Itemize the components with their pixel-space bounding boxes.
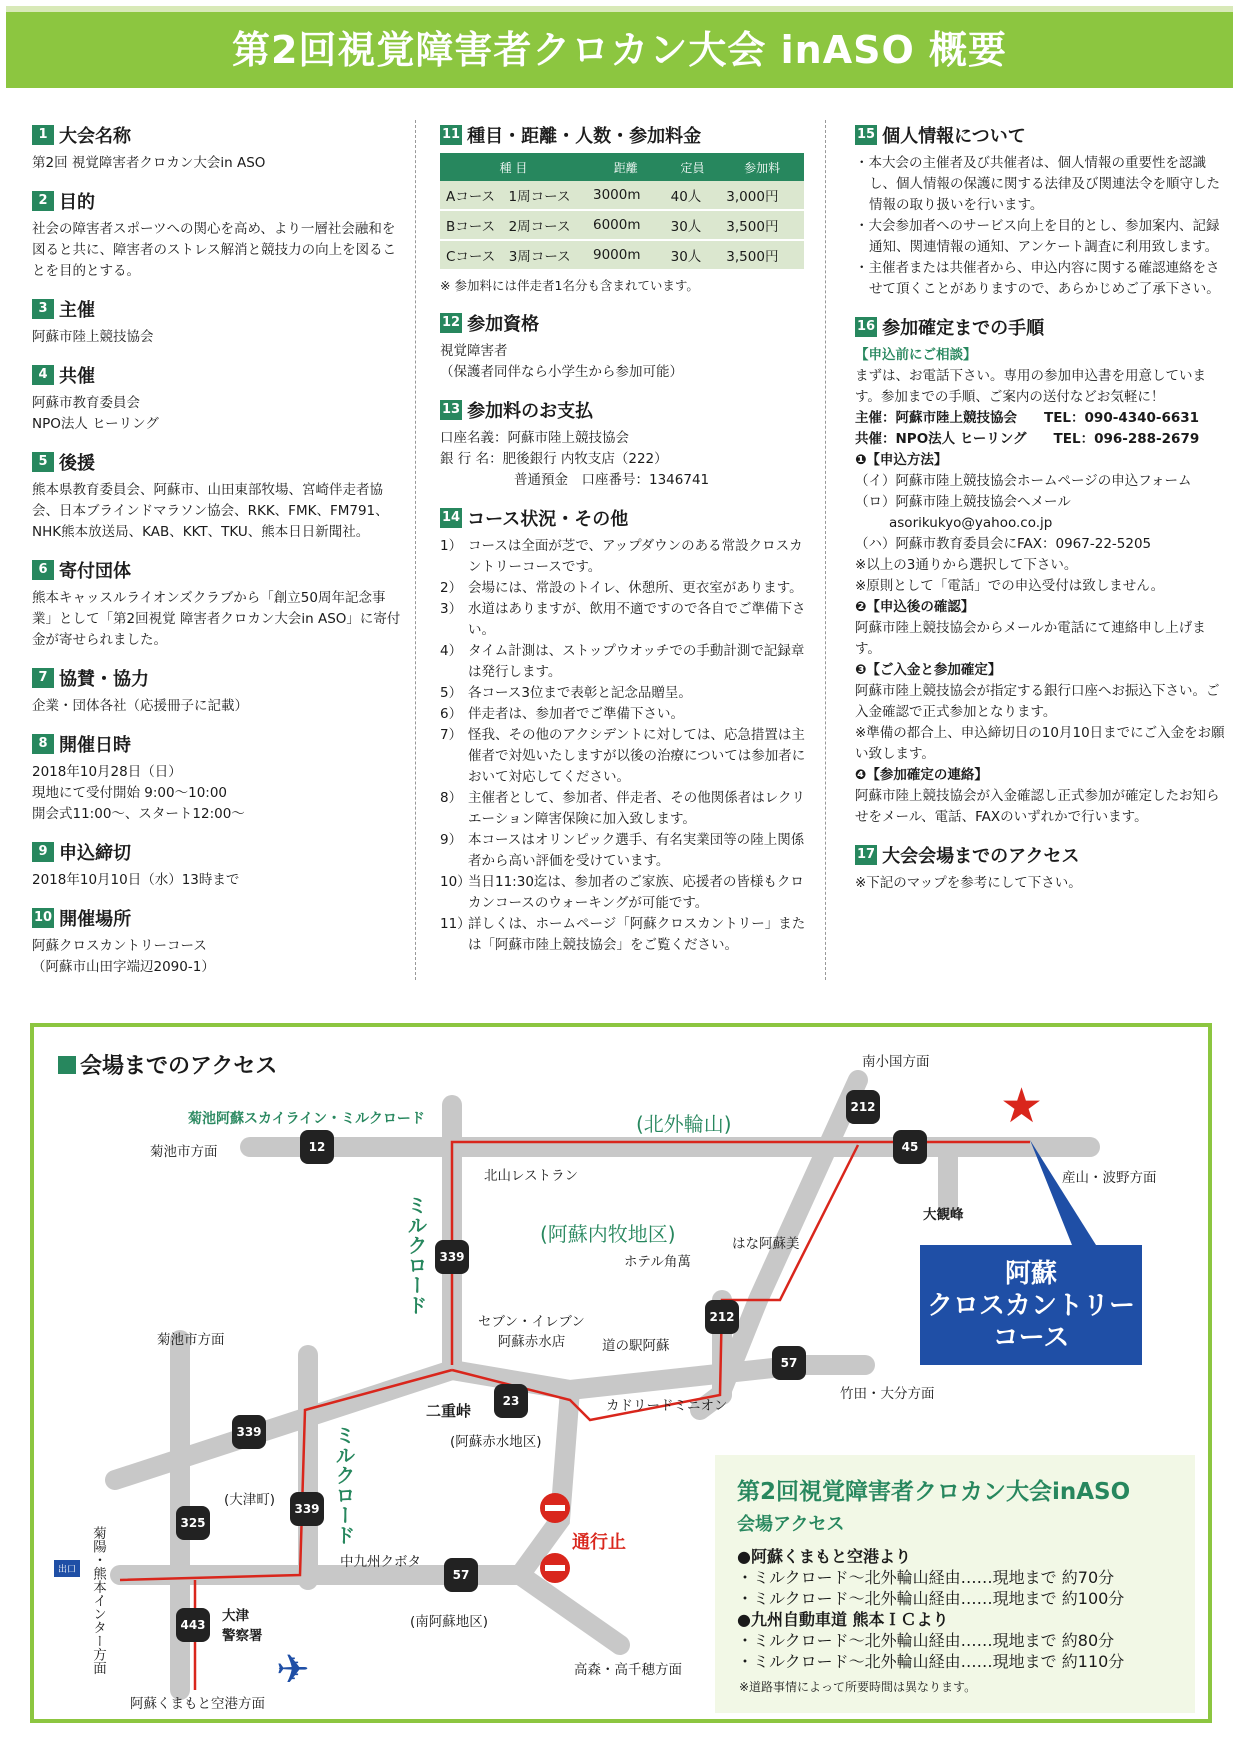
table-cell: 3000m xyxy=(587,181,665,210)
list-item: 11） 詳しくは、ホームページ「阿蘇クロスカントリー」または「阿蘇市陸上競技協会」をご覧ください。 xyxy=(440,916,806,953)
section-heading: 個人情報について xyxy=(882,126,1026,147)
list-item: 4） タイム計測は、ストップウオッチでの手動計測で記録章は発行します。 xyxy=(440,643,805,680)
section-number: 17 xyxy=(855,845,877,865)
section-heading: 後援 xyxy=(59,453,95,474)
table-header: 参加料 xyxy=(720,153,804,181)
page-title: 第2回視覚障害者クロカン大会 inASO 概要 xyxy=(231,28,1008,72)
list-item: 3） 水道はありますが、飲用不適ですので各自でご準備下さい。 xyxy=(440,601,806,638)
table-cell: 40人 xyxy=(665,181,721,210)
place-label: 北山レストラン xyxy=(484,1168,579,1184)
section-heading: 寄付団体 xyxy=(59,561,131,582)
step-heading: ❶【申込方法】 xyxy=(855,452,948,468)
paragraph: 阿蘇市陸上競技協会からメールか電話にて連絡申し上げます。 xyxy=(855,620,1206,657)
email-address: asorikukyo@yahoo.co.jp xyxy=(889,515,1053,531)
section-number: 2 xyxy=(32,191,54,211)
section-heading: 種目・距離・人数・参加料金 xyxy=(467,126,702,147)
method-note: ※以上の3通りから選択して下さい。 xyxy=(855,557,1078,573)
road-marker: 325 xyxy=(176,1506,210,1540)
fee-note: ※ 参加料には伴走者1名分も含まれています。 xyxy=(440,278,699,293)
section-number: 7 xyxy=(32,668,54,688)
section-heading: 参加資格 xyxy=(467,314,540,335)
method-line: （イ）阿蘇市陸上競技協会ホームページの申込フォーム xyxy=(855,473,1192,489)
section-heading: 開催場所 xyxy=(59,909,132,930)
access-note: ※道路事情によって所要時間は異なります。 xyxy=(739,1680,977,1694)
section-body: 企業・団体各社（応援冊子に記載） xyxy=(32,698,248,714)
place-label: 菊池市方面 xyxy=(157,1332,225,1348)
access-route: ・ミルクロード〜北外輪山経由……現地まで 約70分 xyxy=(737,1568,1115,1587)
section-line: 阿蘇クロスカントリーコース xyxy=(32,938,207,954)
no-entry-icon xyxy=(540,1493,570,1523)
section-number: 14 xyxy=(440,508,462,528)
place-label: (阿蘇赤水地区) xyxy=(450,1434,542,1450)
section-line: NPO法人 ヒーリング xyxy=(32,416,159,432)
hokugai-label: (北外輪山) xyxy=(636,1112,732,1136)
place-label: 南小国方面 xyxy=(862,1054,930,1070)
section-body: 社会の障害者スポーツへの関心を高め、より一層社会融和を図ると共に、障害者のストレス解消と競技力の向上を図ることを目的とする。 xyxy=(32,221,397,279)
place-label: 大津 警察署 xyxy=(222,1608,263,1644)
road-marker: 339 xyxy=(290,1492,324,1526)
place-label: (南阿蘇地区) xyxy=(410,1614,489,1630)
section-heading: 大会会場までのアクセス xyxy=(882,846,1080,867)
list-item: 10） 当日11:30迄は、参加者のご家族、応援者の皆様もクロカンコースのウォーキングが可能です。 xyxy=(440,874,804,911)
access-info xyxy=(715,1455,1195,1713)
section-line: 現地にて受付開始 9:00〜10:00 xyxy=(32,785,228,801)
section-heading: 参加料のお支払 xyxy=(467,401,594,422)
section-number: 11 xyxy=(440,125,462,145)
place-label: 菊陽・熊本インター方面 xyxy=(90,1526,106,1675)
method-note: ※原則として「電話」での申込受付は致しません。 xyxy=(855,578,1165,594)
venue-box: 阿蘇 クロスカントリー コース xyxy=(920,1245,1142,1365)
phone-line: 共催：NPO法人 ヒーリング TEL：096-288-2679 xyxy=(855,431,1200,447)
map-title: 会場までのアクセス xyxy=(58,1049,277,1080)
step-heading: ❷【申込後の確認】 xyxy=(855,599,975,615)
list-item: 9） 本コースはオリンピック選手、有名実業団等の陸上関係者から高い評価を受けています。 xyxy=(440,832,805,869)
road-marker: 57 xyxy=(772,1346,806,1380)
section-line: 銀 行 名：肥後銀行 内牧支店（222） xyxy=(440,451,668,467)
access-route: ・ミルクロード〜北外輪山経由……現地まで 約110分 xyxy=(737,1652,1125,1671)
section-heading: 主催 xyxy=(59,300,95,321)
skyline-label: 菊池阿蘇スカイライン・ミルクロード xyxy=(188,1111,425,1127)
section-line: 2018年10月28日（日） xyxy=(32,764,182,780)
place-label: 菊池市方面 xyxy=(150,1144,218,1160)
access-route: ・ミルクロード〜北外輪山経由……現地まで 約80分 xyxy=(737,1631,1115,1650)
phone-line: 主催：阿蘇市陸上競技協会 TEL：090-4340-6631 xyxy=(855,410,1200,426)
subheading: 【申込前にご相談】 xyxy=(855,347,977,363)
place-label: ホテル角萬 xyxy=(624,1254,691,1270)
section-body: 阿蘇市陸上競技協会 xyxy=(32,329,154,345)
road-marker: 45 xyxy=(893,1130,927,1164)
access-title: 第2回視覚障害者クロカン大会inASO xyxy=(737,1479,1131,1505)
table-cell: 6000m xyxy=(587,210,665,240)
place-label: セブン・イレブン 阿蘇赤水店 xyxy=(478,1314,585,1350)
road-marker: 12 xyxy=(300,1130,334,1164)
paragraph: 阿蘇市陸上競技協会が入金確認し正式参加が確定したお知らせをメール、電話、FAXのいずれかで行います。 xyxy=(855,788,1220,825)
step-heading: ❸【ご入金と参加確定】 xyxy=(855,662,1002,678)
section-line: （保護者同伴なら小学生から参加可能） xyxy=(440,364,683,380)
section-number: 8 xyxy=(32,734,54,754)
section-body: 熊本県教育委員会、阿蘇市、山田東部牧場、宮崎伴走者協会、日本ブラインドマラソン協会、RKK、FMK、FM791、NHK熊本放送局、KAB、KKT、TKU、熊本日日新聞社。 xyxy=(32,482,389,540)
section-number: 12 xyxy=(440,313,462,333)
section-number: 5 xyxy=(32,452,54,472)
place-label: 阿蘇くまもと空港方面 xyxy=(130,1696,265,1712)
airport-icon: ✈ xyxy=(276,1647,310,1693)
table-cell: 30人 xyxy=(665,210,721,240)
table-header: 距離 xyxy=(587,153,665,181)
list-item: ・大会参加者へのサービス向上を目的とし、参加案内、記録通知、関連情報の通知、アンケート調査に利用致します。 xyxy=(855,218,1220,255)
table-cell: 3,000円 xyxy=(720,181,804,210)
place-label: 中九州クボタ xyxy=(340,1554,421,1570)
venue-pointer xyxy=(1030,1140,1110,1250)
section-heading: コース状況・その他 xyxy=(467,509,629,530)
place-label: (大津町) xyxy=(224,1492,276,1508)
list-item: 6） 伴走者は、参加者でご準備下さい。 xyxy=(440,706,684,722)
table-header: 定員 xyxy=(665,153,721,181)
closed-label: 通行止 xyxy=(572,1532,626,1553)
place-label: カドリードミニオン xyxy=(606,1398,728,1414)
uchinomaki-label: (阿蘇内牧地区) xyxy=(540,1222,676,1246)
section-number: 15 xyxy=(855,125,877,145)
table-cell: Bコース 2周コース xyxy=(440,210,587,240)
section-body: 第2回 視覚障害者クロカン大会in ASO xyxy=(32,155,266,171)
place-label: はな阿蘇美 xyxy=(732,1236,800,1252)
section-number: 6 xyxy=(32,560,54,580)
section-number: 3 xyxy=(32,299,54,319)
road-marker: 339 xyxy=(232,1415,266,1449)
section-number: 10 xyxy=(32,908,54,928)
place-label: 高森・高千穂方面 xyxy=(574,1662,682,1678)
section-body: ※下記のマップを参考にして下さい。 xyxy=(855,875,1082,891)
section-line: （阿蘇市山田字端辺2090-1） xyxy=(32,959,215,975)
place-label: 竹田・大分方面 xyxy=(840,1386,935,1402)
section-line: 普通預金 口座番号：1346741 xyxy=(514,472,710,488)
section-heading: 開催日時 xyxy=(59,735,131,756)
section-line: 口座名義：阿蘇市陸上競技協会 xyxy=(440,430,629,446)
milkroad-label: ミルクロード xyxy=(332,1425,356,1545)
section-line: 阿蘇市教育委員会 xyxy=(32,395,140,411)
section-number: 16 xyxy=(855,317,877,337)
list-item: 8） 主催者として、参加者、伴走者、その他関係者はレクリエーション障害保険に加入致します。 xyxy=(440,790,805,827)
place-label: 二重峠 xyxy=(426,1402,472,1420)
section-number: 4 xyxy=(32,365,54,385)
section-heading: 申込締切 xyxy=(59,843,131,864)
road-marker: 57 xyxy=(444,1558,478,1592)
exit-sign: 出口 xyxy=(54,1560,80,1577)
section-heading: 共催 xyxy=(59,366,95,387)
table-cell: Aコース 1周コース xyxy=(440,181,587,210)
access-heading: ●九州自動車道 熊本ＩＣより xyxy=(737,1610,949,1629)
table-header: 種 目 xyxy=(440,153,587,181)
place-label: 産山・波野方面 xyxy=(1062,1170,1157,1186)
road-marker: 23 xyxy=(494,1384,528,1418)
list-item: 5） 各コース3位まで表彰と記念品贈呈。 xyxy=(440,685,692,701)
section-line: 開会式11:00〜、スタート12:00〜 xyxy=(32,806,245,822)
table-cell: 3,500円 xyxy=(720,210,804,240)
paragraph: 阿蘇市陸上競技協会が指定する銀行口座へお振込下さい。ご入金確認で正式参加となります。 xyxy=(855,683,1220,720)
milkroad-label: ミルクロード xyxy=(404,1195,428,1315)
list-item: ・本大会の主催者及び共催者は、個人情報の重要性を認識し、個人情報の保護に関する法律及び関連法令を順守した情報の取り扱いを行います。 xyxy=(855,155,1220,213)
list-item: 2） 会場には、常設のトイレ、休憩所、更衣室があります。 xyxy=(440,580,803,596)
access-heading: ●阿蘇くまもと空港より xyxy=(737,1547,911,1566)
section-heading: 協賛・協力 xyxy=(59,669,149,690)
table-cell: 3,500円 xyxy=(720,240,804,270)
section-line: 視覚障害者 xyxy=(440,343,508,359)
list-item: ・主催者または共催者から、申込内容に関する確認連絡をさせて頂くことがありますので、あらかじめご了承下さい。 xyxy=(855,260,1220,297)
list-item: 1） コースは全面が芝で、アップダウンのある常設クロスカントリーコースです。 xyxy=(440,538,803,575)
method-line: （ロ）阿蘇市陸上競技協会へメール xyxy=(855,494,1071,510)
section-number: 9 xyxy=(32,842,54,862)
road-marker: 212 xyxy=(846,1090,880,1124)
section-number: 1 xyxy=(32,125,54,145)
table-cell: 9000m xyxy=(587,240,665,270)
section-heading: 大会名称 xyxy=(59,126,131,147)
place-label: 道の駅阿蘇 xyxy=(602,1338,670,1354)
paragraph: ※準備の都合上、申込締切日の10月10日までにご入金をお願い致します。 xyxy=(855,725,1225,762)
method-line: （ハ）阿蘇市教育委員会にFAX：0967-22-5205 xyxy=(855,536,1152,552)
table-cell: Cコース 3周コース xyxy=(440,240,587,270)
no-entry-icon xyxy=(540,1553,570,1583)
place-label: 大観峰 xyxy=(923,1207,964,1223)
section-body: 2018年10月10日（水）13時まで xyxy=(32,872,240,888)
list-item: 7） 怪我、その他のアクシデントに対しては、応急措置は主催者で対処いたしますが以後の治療については参加者において対応してください。 xyxy=(440,727,806,785)
access-subtitle: 会場アクセス xyxy=(737,1514,845,1535)
access-route: ・ミルクロード〜北外輪山経由……現地まで 約100分 xyxy=(737,1589,1125,1608)
road-marker: 339 xyxy=(435,1240,469,1274)
star-icon: ★ xyxy=(1000,1078,1044,1134)
section-body: 熊本キャッスルライオンズクラブから「創立50周年記念事業」として「第2回視覚 障害者クロカン大会in ASO」に寄付金が寄せられました。 xyxy=(32,590,401,648)
step-heading: ❹【参加確定の連絡】 xyxy=(855,767,988,783)
section-number: 13 xyxy=(440,400,462,420)
section-heading: 目的 xyxy=(59,192,95,213)
road-marker: 443 xyxy=(176,1608,210,1642)
section-heading: 参加確定までの手順 xyxy=(882,318,1045,339)
paragraph: まずは、お電話下さい。専用の参加申込書を用意しています。参加までの手順、ご案内の送付などお気軽に！ xyxy=(855,368,1206,405)
road-marker: 212 xyxy=(705,1300,739,1334)
table-cell: 30人 xyxy=(665,240,721,270)
